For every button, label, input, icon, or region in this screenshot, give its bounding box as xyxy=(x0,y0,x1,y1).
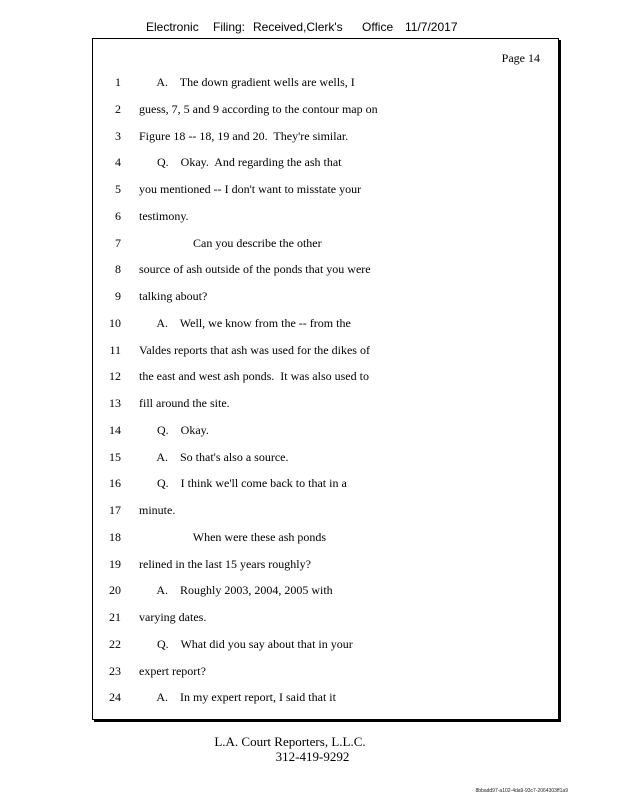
transcript-line xyxy=(93,476,558,502)
page-number: Page 14 xyxy=(501,51,540,65)
line-text: relined in the last 15 years roughly? xyxy=(139,556,311,571)
line-text: A. Well, we know from the -- from the xyxy=(139,315,351,330)
line-number: 4 xyxy=(115,155,121,170)
line-number: 5 xyxy=(115,182,121,196)
filing-word-electronic: Electronic xyxy=(146,20,199,34)
line-number: 2 xyxy=(115,101,121,116)
transcript-line xyxy=(93,369,558,395)
filing-word-office: Office xyxy=(362,20,394,34)
line-text: source of ash outside of the ponds that you were xyxy=(139,262,371,277)
line-text: minute. xyxy=(139,503,176,517)
line-text: Figure 18 -- 18, 19 and 20. They're similar. xyxy=(139,128,349,143)
transcript-line xyxy=(93,155,558,181)
line-text: Valdes reports that ash was used for the dikes of xyxy=(139,342,370,357)
transcript-line xyxy=(93,583,558,609)
line-number: 6 xyxy=(115,208,121,223)
line-text: Q. I think we'll come back to that in a xyxy=(139,476,347,491)
line-text: testimony. xyxy=(139,208,189,223)
line-number: 9 xyxy=(115,289,121,303)
transcript-line xyxy=(93,637,558,663)
line-text: varying dates. xyxy=(139,610,207,624)
line-text: A. Roughly 2003, 2004, 2005 with xyxy=(139,583,333,598)
transcript-line xyxy=(93,396,558,422)
transcript-line xyxy=(93,450,558,476)
filing-word-received: Received,Clerk's xyxy=(253,20,343,34)
line-text: When were these ash ponds xyxy=(139,529,327,544)
transcript-line xyxy=(93,557,558,583)
line-text: Q. Okay. xyxy=(139,422,209,437)
transcript-page xyxy=(92,38,559,720)
line-number: 15 xyxy=(109,449,121,464)
line-text: A. In my expert report, I said that it xyxy=(139,690,336,705)
line-text: guess, 7, 5 and 9 according to the contour map on xyxy=(139,101,378,116)
line-number: 14 xyxy=(109,422,121,437)
line-text: Can you describe the other xyxy=(139,235,322,250)
transcript-line xyxy=(93,262,558,288)
line-text: A. So that's also a source. xyxy=(139,449,289,464)
reporter-phone: 312-419-9292 xyxy=(275,749,350,764)
transcript-line xyxy=(93,316,558,342)
line-number: 24 xyxy=(109,690,121,705)
line-number: 21 xyxy=(109,610,121,624)
filing-date: 11/7/2017 xyxy=(405,20,458,34)
line-text: expert report? xyxy=(139,663,206,678)
line-number: 20 xyxy=(109,583,121,598)
document-id: 8bbadd97-a102-4da9-93c7-2064303ff1a9 xyxy=(475,788,568,794)
line-number: 7 xyxy=(115,235,121,250)
transcript-line xyxy=(93,236,558,262)
transcript-line xyxy=(93,343,558,369)
line-number: 8 xyxy=(115,262,121,277)
filing-word-filing: Filing: xyxy=(213,20,246,34)
transcript-line xyxy=(93,690,558,716)
transcript-line xyxy=(93,182,558,208)
transcript-line xyxy=(93,289,558,315)
line-text: the east and west ash ponds. It was also used to xyxy=(139,369,369,384)
line-number: 1 xyxy=(115,75,121,89)
transcript-line xyxy=(93,610,558,636)
line-text: talking about? xyxy=(139,289,208,303)
transcript-line xyxy=(93,423,558,449)
line-number: 23 xyxy=(109,663,121,678)
transcript-line xyxy=(93,503,558,529)
transcript-line xyxy=(93,209,558,235)
transcript-line xyxy=(93,75,558,101)
line-number: 16 xyxy=(109,476,121,491)
line-text: you mentioned -- I don't want to misstate your xyxy=(139,182,362,196)
reporter-name: L.A. Court Reporters, L.L.C. xyxy=(214,734,366,749)
line-number: 12 xyxy=(109,369,121,384)
line-number: 18 xyxy=(109,529,121,544)
line-number: 10 xyxy=(109,315,121,330)
transcript-line xyxy=(93,102,558,128)
line-number: 3 xyxy=(115,128,121,143)
line-text: Q. What did you say about that in your xyxy=(139,636,353,651)
line-number: 13 xyxy=(109,396,121,410)
line-text: fill around the site. xyxy=(139,396,230,410)
line-text: Q. Okay. And regarding the ash that xyxy=(139,155,342,170)
line-text: A. The down gradient wells are wells, I xyxy=(139,75,355,89)
line-number: 11 xyxy=(109,342,121,357)
line-number: 19 xyxy=(109,556,121,571)
line-number: 17 xyxy=(109,503,121,517)
line-number: 22 xyxy=(109,636,121,651)
transcript-line xyxy=(93,129,558,155)
transcript-line xyxy=(93,530,558,556)
transcript-line xyxy=(93,664,558,690)
